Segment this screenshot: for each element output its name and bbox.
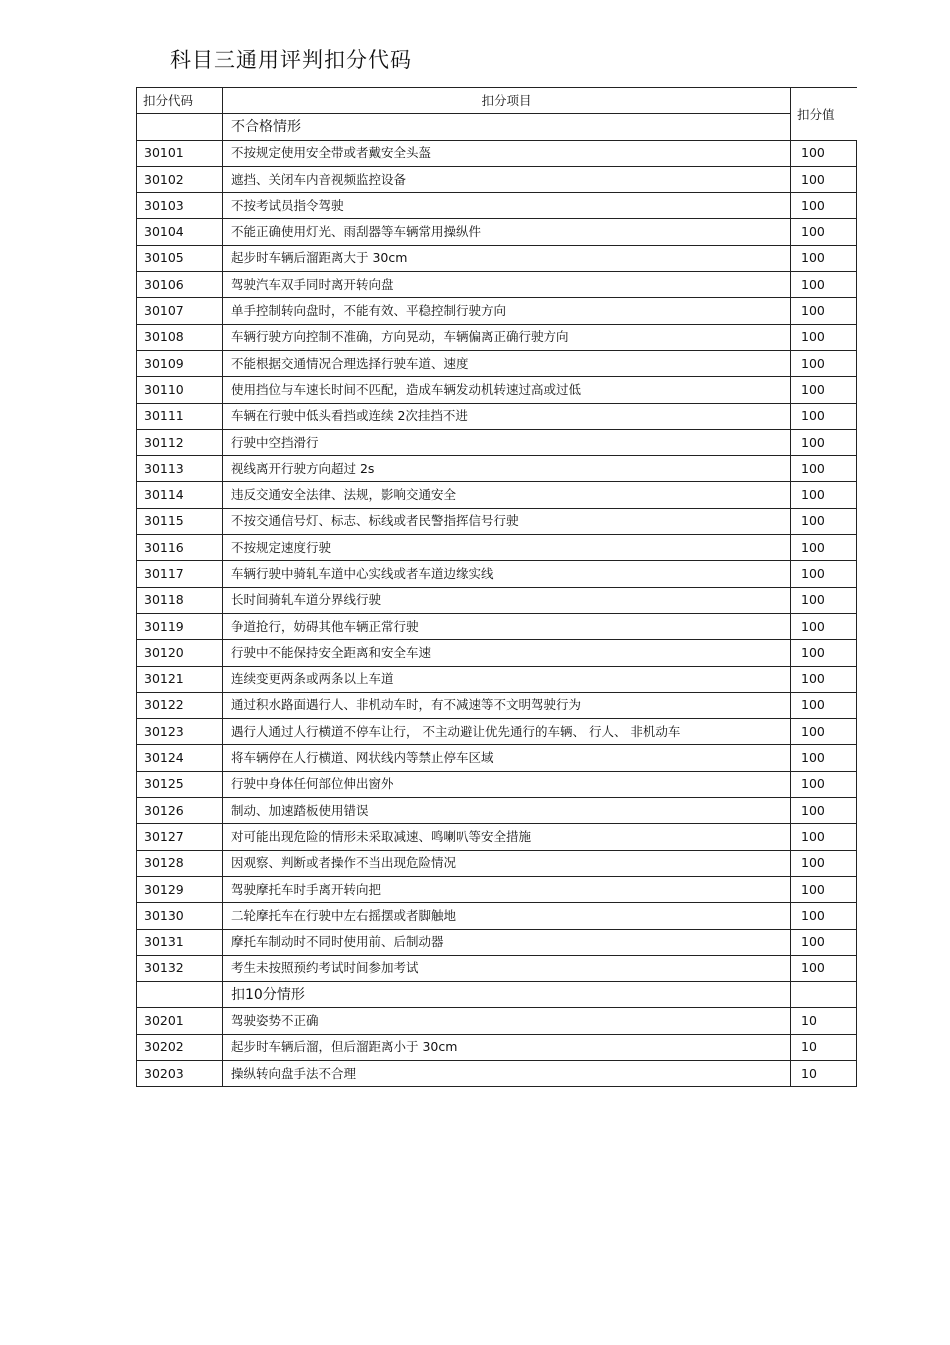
table-row: [137, 613, 857, 639]
section-row: [137, 114, 857, 140]
deduction-value: 100: [791, 403, 857, 429]
deduction-item: 长时间骑轧车道分界线行驶: [223, 587, 791, 613]
table-row: [137, 166, 857, 192]
deduction-code: 30202: [137, 1034, 223, 1060]
deduction-item: 使用挡位与车速长时间不匹配，造成车辆发动机转速过高或过低: [223, 377, 791, 403]
header-item: 扣分项目: [223, 88, 791, 114]
deduction-item: 行驶中身体任何部位伸出窗外: [223, 771, 791, 797]
deduction-value: 100: [791, 324, 857, 350]
table-row: [137, 798, 857, 824]
deduction-code: 30102: [137, 166, 223, 192]
deduction-code: 30129: [137, 876, 223, 902]
deduction-value: 100: [791, 613, 857, 639]
section-code-blank: [137, 114, 223, 140]
deduction-code: 30117: [137, 561, 223, 587]
header-value: 扣分值: [791, 88, 857, 141]
table-row: [137, 272, 857, 298]
deduction-code: 30128: [137, 850, 223, 876]
table-row: [137, 903, 857, 929]
deduction-code: 30114: [137, 482, 223, 508]
deduction-value: 100: [791, 850, 857, 876]
table-row: [137, 377, 857, 403]
deduction-code: 30106: [137, 272, 223, 298]
deduction-code: 30123: [137, 719, 223, 745]
deduction-code: 30116: [137, 535, 223, 561]
deduction-code: 30126: [137, 798, 223, 824]
deduction-value: 100: [791, 350, 857, 376]
deduction-code: 30125: [137, 771, 223, 797]
deduction-item: 视线离开行驶方向超过 2s: [223, 456, 791, 482]
deduction-code: 30122: [137, 692, 223, 718]
deduction-code: 30105: [137, 245, 223, 271]
deduction-value: 100: [791, 140, 857, 166]
table-row: [137, 876, 857, 902]
section-label: 扣10分情形: [223, 982, 791, 1008]
deduction-code: 30108: [137, 324, 223, 350]
deduction-value: 10: [791, 1008, 857, 1034]
table-row: [137, 298, 857, 324]
deduction-code: 30110: [137, 377, 223, 403]
deduction-value: 100: [791, 429, 857, 455]
deduction-code: 30113: [137, 456, 223, 482]
deduction-code: 30201: [137, 1008, 223, 1034]
deduction-value: 100: [791, 903, 857, 929]
deduction-item: 不按交通信号灯、标志、标线或者民警指挥信号行驶: [223, 508, 791, 534]
deduction-item: 将车辆停在人行横道、网状线内等禁止停车区域: [223, 745, 791, 771]
deduction-value: 100: [791, 587, 857, 613]
deduction-item: 通过积水路面遇行人、非机动车时，有不减速等不文明驾驶行为: [223, 692, 791, 718]
deduction-code: 30111: [137, 403, 223, 429]
deduction-value: 100: [791, 561, 857, 587]
deduction-value: 10: [791, 1034, 857, 1060]
deduction-code: 30131: [137, 929, 223, 955]
deduction-item: 驾驶摩托车时手离开转向把: [223, 876, 791, 902]
table-row: [137, 1008, 857, 1034]
deduction-value: 100: [791, 771, 857, 797]
deduction-code: 30109: [137, 350, 223, 376]
deduction-item: 不能根据交通情况合理选择行驶车道、速度: [223, 350, 791, 376]
deduction-value: 100: [791, 166, 857, 192]
deduction-value: 100: [791, 377, 857, 403]
deduction-value: 100: [791, 193, 857, 219]
deduction-item: 争道抢行，妨碍其他车辆正常行驶: [223, 613, 791, 639]
deduction-code: 30203: [137, 1060, 223, 1086]
section-value-blank: [791, 982, 857, 1008]
deduction-item: 连续变更两条或两条以上车道: [223, 666, 791, 692]
deduction-code: 30118: [137, 587, 223, 613]
deduction-value: 100: [791, 876, 857, 902]
deduction-code: 30112: [137, 429, 223, 455]
deduction-value: 100: [791, 482, 857, 508]
table-row: [137, 140, 857, 166]
deduction-item: 驾驶姿势不正确: [223, 1008, 791, 1034]
header-code: 扣分代码: [137, 88, 223, 114]
deduction-item: 考生未按照预约考试时间参加考试: [223, 955, 791, 981]
deduction-code: 30127: [137, 824, 223, 850]
deduction-item: 行驶中不能保持安全距离和安全车速: [223, 640, 791, 666]
table-row: [137, 745, 857, 771]
table-row: [137, 1034, 857, 1060]
deduction-item: 车辆行驶方向控制不准确，方向晃动，车辆偏离正确行驶方向: [223, 324, 791, 350]
deduction-item: 驾驶汽车双手同时离开转向盘: [223, 272, 791, 298]
deduction-item: 起步时车辆后溜距离大于 30cm: [223, 245, 791, 271]
page-title: 科目三通用评判扣分代码: [170, 48, 412, 72]
deduction-item: 行驶中空挡滑行: [223, 429, 791, 455]
deduction-code: 30115: [137, 508, 223, 534]
table-row: [137, 193, 857, 219]
table-row: [137, 587, 857, 613]
deduction-value: 100: [791, 456, 857, 482]
table-row: [137, 955, 857, 981]
deduction-item: 车辆行驶中骑轧车道中心实线或者车道边缘实线: [223, 561, 791, 587]
deduction-code: 30119: [137, 613, 223, 639]
deduction-item: 操纵转向盘手法不合理: [223, 1060, 791, 1086]
deduction-item: 起步时车辆后溜，但后溜距离小于 30cm: [223, 1034, 791, 1060]
deduction-value: 100: [791, 666, 857, 692]
deduction-value: 100: [791, 272, 857, 298]
deduction-code: 30132: [137, 955, 223, 981]
deduction-code: 30130: [137, 903, 223, 929]
deduction-item: 不按规定使用安全带或者戴安全头盔: [223, 140, 791, 166]
deduction-code: 30120: [137, 640, 223, 666]
table-row: [137, 1060, 857, 1086]
table-body: [137, 88, 857, 1087]
table-row: [137, 771, 857, 797]
deduction-item: 对可能出现危险的情形未采取减速、鸣喇叭等安全措施: [223, 824, 791, 850]
deduction-item: 摩托车制动时不同时使用前、后制动器: [223, 929, 791, 955]
table-row: [137, 324, 857, 350]
deduction-code: 30121: [137, 666, 223, 692]
deduction-value: 100: [791, 298, 857, 324]
table-row: [137, 403, 857, 429]
deduction-value: 10: [791, 1060, 857, 1086]
section-label: 不合格情形: [223, 114, 791, 140]
deduction-item: 因观察、判断或者操作不当出现危险情况: [223, 850, 791, 876]
table-row: [137, 219, 857, 245]
table-row: [137, 850, 857, 876]
table-row: [137, 640, 857, 666]
table-row: [137, 929, 857, 955]
deduction-value: 100: [791, 508, 857, 534]
deduction-item: 不按考试员指令驾驶: [223, 193, 791, 219]
table-row: [137, 824, 857, 850]
table-row: [137, 429, 857, 455]
deduction-value: 100: [791, 824, 857, 850]
deduction-code: 30124: [137, 745, 223, 771]
deduction-code: 30103: [137, 193, 223, 219]
deduction-code-table: [136, 87, 857, 1087]
deduction-item: 单手控制转向盘时，不能有效、平稳控制行驶方向: [223, 298, 791, 324]
deduction-value: 100: [791, 745, 857, 771]
deduction-item: 不能正确使用灯光、雨刮器等车辆常用操纵件: [223, 219, 791, 245]
table-row: [137, 245, 857, 271]
section-code-blank: [137, 982, 223, 1008]
deduction-value: 100: [791, 219, 857, 245]
deduction-value: 100: [791, 692, 857, 718]
deduction-value: 100: [791, 929, 857, 955]
deduction-value: 100: [791, 719, 857, 745]
deduction-value: 100: [791, 245, 857, 271]
deduction-item: 遇行人通过人行横道不停车让行， 不主动避让优先通行的车辆、 行人、 非机动车: [223, 719, 791, 745]
table-row: [137, 350, 857, 376]
deduction-value: 100: [791, 535, 857, 561]
table-row: [137, 561, 857, 587]
deduction-code: 30104: [137, 219, 223, 245]
section-row: [137, 982, 857, 1008]
deduction-item: 不按规定速度行驶: [223, 535, 791, 561]
deduction-code: 30101: [137, 140, 223, 166]
table-row: [137, 666, 857, 692]
deduction-item: 遮挡、关闭车内音视频监控设备: [223, 166, 791, 192]
deduction-code: 30107: [137, 298, 223, 324]
table-row: [137, 535, 857, 561]
table-row: [137, 508, 857, 534]
deduction-item: 车辆在行驶中低头看挡或连续 2次挂挡不进: [223, 403, 791, 429]
deduction-value: 100: [791, 640, 857, 666]
deduction-item: 制动、加速踏板使用错误: [223, 798, 791, 824]
deduction-item: 二轮摩托车在行驶中左右摇摆或者脚触地: [223, 903, 791, 929]
table-row: [137, 719, 857, 745]
header-row: [137, 88, 857, 114]
deduction-value: 100: [791, 955, 857, 981]
table-row: [137, 482, 857, 508]
table-row: [137, 456, 857, 482]
table-row: [137, 692, 857, 718]
deduction-value: 100: [791, 798, 857, 824]
deduction-item: 违反交通安全法律、法规，影响交通安全: [223, 482, 791, 508]
